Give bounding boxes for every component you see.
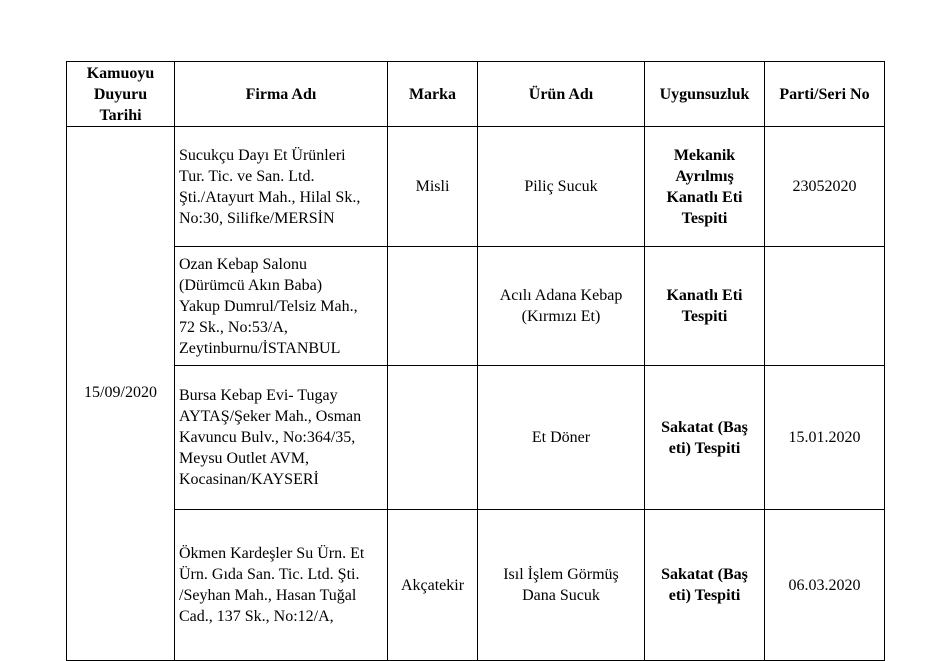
table-row xyxy=(67,510,885,661)
firm-line: Ozan Kebap Salonu xyxy=(179,255,307,273)
firm-line: No:30, Silifke/MERSİN xyxy=(179,209,335,227)
firm-line: Kocasinan/KAYSERİ xyxy=(179,471,319,488)
brand-cell: Misli xyxy=(388,127,478,247)
header-date-line: Duyuru xyxy=(93,85,148,103)
firm-line: Cad., 137 Sk., No:12/A, xyxy=(179,608,334,625)
header-nonconformity: Uygunsuzluk xyxy=(645,62,765,127)
nonconformity-line: Tespiti xyxy=(681,308,728,325)
header-announcement-date xyxy=(67,62,175,127)
announcement-date-cell: 15/09/2020 xyxy=(67,127,175,661)
brand-cell: Akçatekir xyxy=(388,510,478,661)
table-row xyxy=(67,247,885,366)
batch-cell xyxy=(765,247,885,366)
nonconformity-line: eti) Tespiti xyxy=(668,439,741,457)
firm-line: Şti./Atayurt Mah., Hilal Sk., xyxy=(179,188,361,206)
firm-cell xyxy=(175,127,388,247)
product-cell xyxy=(478,247,645,366)
product-cell xyxy=(478,127,645,247)
product-line: (Kırmızı Et) xyxy=(521,308,601,325)
firm-line: Bursa Kebap Evi- Tugay xyxy=(179,387,338,404)
firm-line: Tur. Tic. ve San. Ltd. xyxy=(179,167,315,185)
product-line: Dana Sucuk xyxy=(522,587,600,604)
nonconformity-line: Sakatat (Baş xyxy=(661,566,748,583)
table-row xyxy=(67,127,885,247)
firm-line: Yakup Dumrul/Telsiz Mah., xyxy=(179,297,358,315)
brand-cell xyxy=(388,247,478,366)
nonconformity-line: Sakatat (Baş xyxy=(661,418,748,436)
nonconformity-line: Kanatlı Eti xyxy=(666,188,743,206)
nonconformity-line: eti) Tespiti xyxy=(668,587,741,604)
nonconformity-cell xyxy=(645,510,765,661)
table-row xyxy=(67,366,885,510)
batch-cell: 23052020 xyxy=(765,127,885,247)
nonconformity-line: Ayrılmış xyxy=(675,167,734,185)
firm-line: Zeytinburnu/İSTANBUL xyxy=(179,339,341,357)
firm-line: 72 Sk., No:53/A, xyxy=(179,318,288,336)
firm-line: Kavuncu Bulv., No:364/35, xyxy=(179,429,356,446)
header-brand: Marka xyxy=(388,62,478,127)
product-line: Acılı Adana Kebap xyxy=(499,287,623,304)
firm-line: Ökmen Kardeşler Su Ürn. Et xyxy=(179,545,365,562)
nonconformity-cell xyxy=(645,127,765,247)
recall-table xyxy=(66,61,885,661)
product-cell xyxy=(478,366,645,510)
batch-cell: 06.03.2020 xyxy=(765,510,885,661)
firm-cell xyxy=(175,510,388,661)
nonconformity-cell xyxy=(645,366,765,510)
product-line: Isıl İşlem Görmüş xyxy=(503,566,619,583)
product-line: Et Döner xyxy=(531,429,591,446)
brand-cell xyxy=(388,366,478,510)
firm-cell xyxy=(175,247,388,366)
batch-cell: 15.01.2020 xyxy=(765,366,885,510)
firm-line: Sucukçu Dayı Et Ürünleri xyxy=(179,146,346,164)
firm-line: Meysu Outlet AVM, xyxy=(179,450,309,467)
header-product-name: Ürün Adı xyxy=(478,62,645,127)
nonconformity-line: Kanatlı Eti xyxy=(666,287,743,304)
firm-line: AYTAŞ/Şeker Mah., Osman xyxy=(179,408,362,425)
firm-cell xyxy=(175,366,388,510)
firm-line: /Seyhan Mah., Hasan Tuğal xyxy=(179,587,357,604)
nonconformity-line: Tespiti xyxy=(681,209,728,227)
header-row xyxy=(67,62,885,127)
firm-line: (Dürümcü Akın Baba) xyxy=(179,276,323,294)
product-line: Piliç Sucuk xyxy=(524,178,598,195)
nonconformity-line: Mekanik xyxy=(673,146,736,164)
header-firm-name: Firma Adı xyxy=(175,62,388,127)
firm-line: Ürn. Gıda San. Tic. Ltd. Şti. xyxy=(179,566,360,583)
nonconformity-cell xyxy=(645,247,765,366)
header-date-line: Kamuoyu xyxy=(86,64,155,82)
header-batch-number: Parti/Seri No xyxy=(765,62,885,127)
header-date-line: Tarihi xyxy=(99,106,142,124)
product-cell xyxy=(478,510,645,661)
